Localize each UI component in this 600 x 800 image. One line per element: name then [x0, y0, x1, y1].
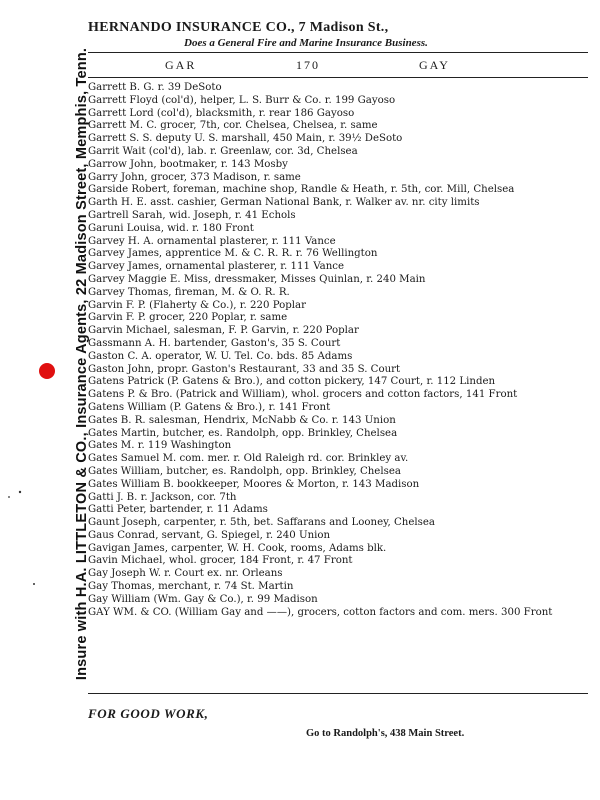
top-ad-headline: HERNANDO INSURANCE CO., 7 Madison St.,	[88, 20, 389, 35]
directory-entry: Gates William, butcher, es. Randolph, opp. Brinkley, Chelsea	[88, 465, 401, 477]
bottom-ad-tagline: Go to Randolph's, 438 Main Street.	[306, 728, 465, 739]
directory-entry: Garuni Louisa, wid. r. 180 Front	[88, 222, 254, 234]
directory-entry: Garvey Thomas, fireman, M. & O. R. R.	[88, 286, 290, 298]
speck	[19, 491, 21, 493]
page-number: 170	[296, 58, 320, 72]
directory-entry: Gavigan James, carpenter, W. H. Cook, rooms, Adams blk.	[88, 542, 387, 554]
directory-entry: Garrett S. S. deputy U. S. marshall, 450 Main, r. 39½ DeSoto	[88, 133, 403, 145]
directory-entry: Gartrell Sarah, wid. Joseph, r. 41 Echols	[88, 209, 296, 221]
directory-entry: Garvey H. A. ornamental plasterer, r. 111 Vance	[88, 235, 336, 247]
directory-entry: Gatens P. & Bro. (Patrick and William), whol. grocers and cotton factors, 141 Front	[88, 389, 518, 401]
directory-entry: Gay Joseph W. r. Court ex. nr. Orleans	[88, 568, 283, 580]
top-ad-tagline: Does a General Fire and Marine Insurance Business.	[184, 37, 428, 49]
directory-entry: Gaunt Joseph, carpenter, r. 5th, bet. Saffarans and Looney, Chelsea	[88, 517, 435, 529]
speck	[8, 496, 10, 498]
directory-entry: Gay Thomas, merchant, r. 74 St. Martin	[88, 581, 294, 593]
directory-entry: Gaston C. A. operator, W. U. Tel. Co. bds. 85 Adams	[88, 350, 353, 362]
bottom-ad-headline: FOR GOOD WORK,	[88, 706, 209, 721]
speck	[33, 583, 35, 585]
directory-entry: Garvey James, ornamental plasterer, r. 111 Vance	[88, 261, 344, 273]
directory-entry: Gates William B. bookkeeper, Moores & Morton, r. 143 Madison	[88, 478, 420, 490]
directory-entry: Garvin F. P. (Flaherty & Co.), r. 220 Poplar	[88, 299, 306, 311]
directory-entry: GAY WM. & CO. (William Gay and ——), grocers, cotton factors and com. mers. 300 Front	[88, 606, 553, 618]
directory-entry: Gatti J. B. r. Jackson, cor. 7th	[88, 491, 237, 503]
directory-entry: Garrow John, bootmaker, r. 143 Mosby	[88, 158, 288, 170]
directory-entry: Gassmann A. H. bartender, Gaston's, 35 S. Court	[88, 337, 341, 349]
directory-entry: Gates B. R. salesman, Hendrix, McNabb & Co. r. 143 Union	[88, 414, 396, 426]
directory-entry: Garrett Floyd (col'd), helper, L. S. Burr & Co. r. 199 Gayoso	[88, 94, 396, 106]
directory-entry: Gatti Peter, bartender, r. 11 Adams	[88, 504, 268, 516]
directory-entry: Gaston John, propr. Gaston's Restaurant, 33 and 35 S. Court	[88, 363, 401, 375]
directory-entry: Garrit Wait (col'd), lab. r. Greenlaw, cor. 3d, Chelsea	[88, 145, 358, 157]
directory-entry: Garth H. E. asst. cashier, German National Bank, r. Walker av. nr. city limits	[88, 197, 480, 209]
directory-entry: Garvin Michael, salesman, F. P. Garvin, r. 220 Poplar	[88, 325, 359, 337]
directory-entry: Gay William (Wm. Gay & Co.), r. 99 Madison	[88, 593, 318, 605]
directory-entry: Garside Robert, foreman, machine shop, Randle & Heath, r. 5th, cor. Mill, Chelsea	[88, 184, 515, 196]
running-head-right-guide: GAY	[419, 58, 450, 72]
side-ad-text: Insure with H.A. LITTLETON & CO., Insurance Agents, 22 Madison Street, Memphis, Tenn.	[74, 47, 91, 681]
directory-entry: Gates Samuel M. com. mer. r. Old Raleigh rd. cor. Brinkley av.	[88, 453, 409, 465]
directory-entry: Gatens William (P. Gatens & Bro.), r. 141 Front	[88, 401, 331, 413]
directory-entry: Gaus Conrad, servant, G. Spiegel, r. 240 Union	[88, 529, 331, 541]
directory-entry: Gates M. r. 119 Washington	[88, 440, 232, 452]
directory-entry: Garry John, grocer, 373 Madison, r. same	[88, 171, 301, 183]
running-head-left-guide: GAR	[165, 58, 197, 72]
directory-entry: Gavin Michael, whol. grocer, 184 Front, r. 47 Front	[88, 555, 353, 567]
directory-entry: Garrett M. C. grocer, 7th, cor. Chelsea, Chelsea, r. same	[88, 120, 378, 132]
directory-entry: Garvin F. P. grocer, 220 Poplar, r. same	[88, 312, 288, 324]
directory-entry: Garrett Lord (col'd), blacksmith, r. rear 186 Gayoso	[88, 107, 355, 119]
directory-entry: Gatens Patrick (P. Gatens & Bro.), and cotton pickery, 147 Court, r. 112 Linden	[88, 376, 496, 388]
directory-entry: Garvey James, apprentice M. & C. R. R. r. 76 Wellington	[88, 248, 378, 260]
directory-entry: Garrett B. G. r. 39 DeSoto	[88, 82, 222, 93]
directory-entry: Gates Martin, butcher, es. Randolph, opp. Brinkley, Chelsea	[88, 427, 398, 439]
directory-entry: Garvey Maggie E. Miss, dressmaker, Misses Quinlan, r. 240 Main	[88, 273, 426, 285]
